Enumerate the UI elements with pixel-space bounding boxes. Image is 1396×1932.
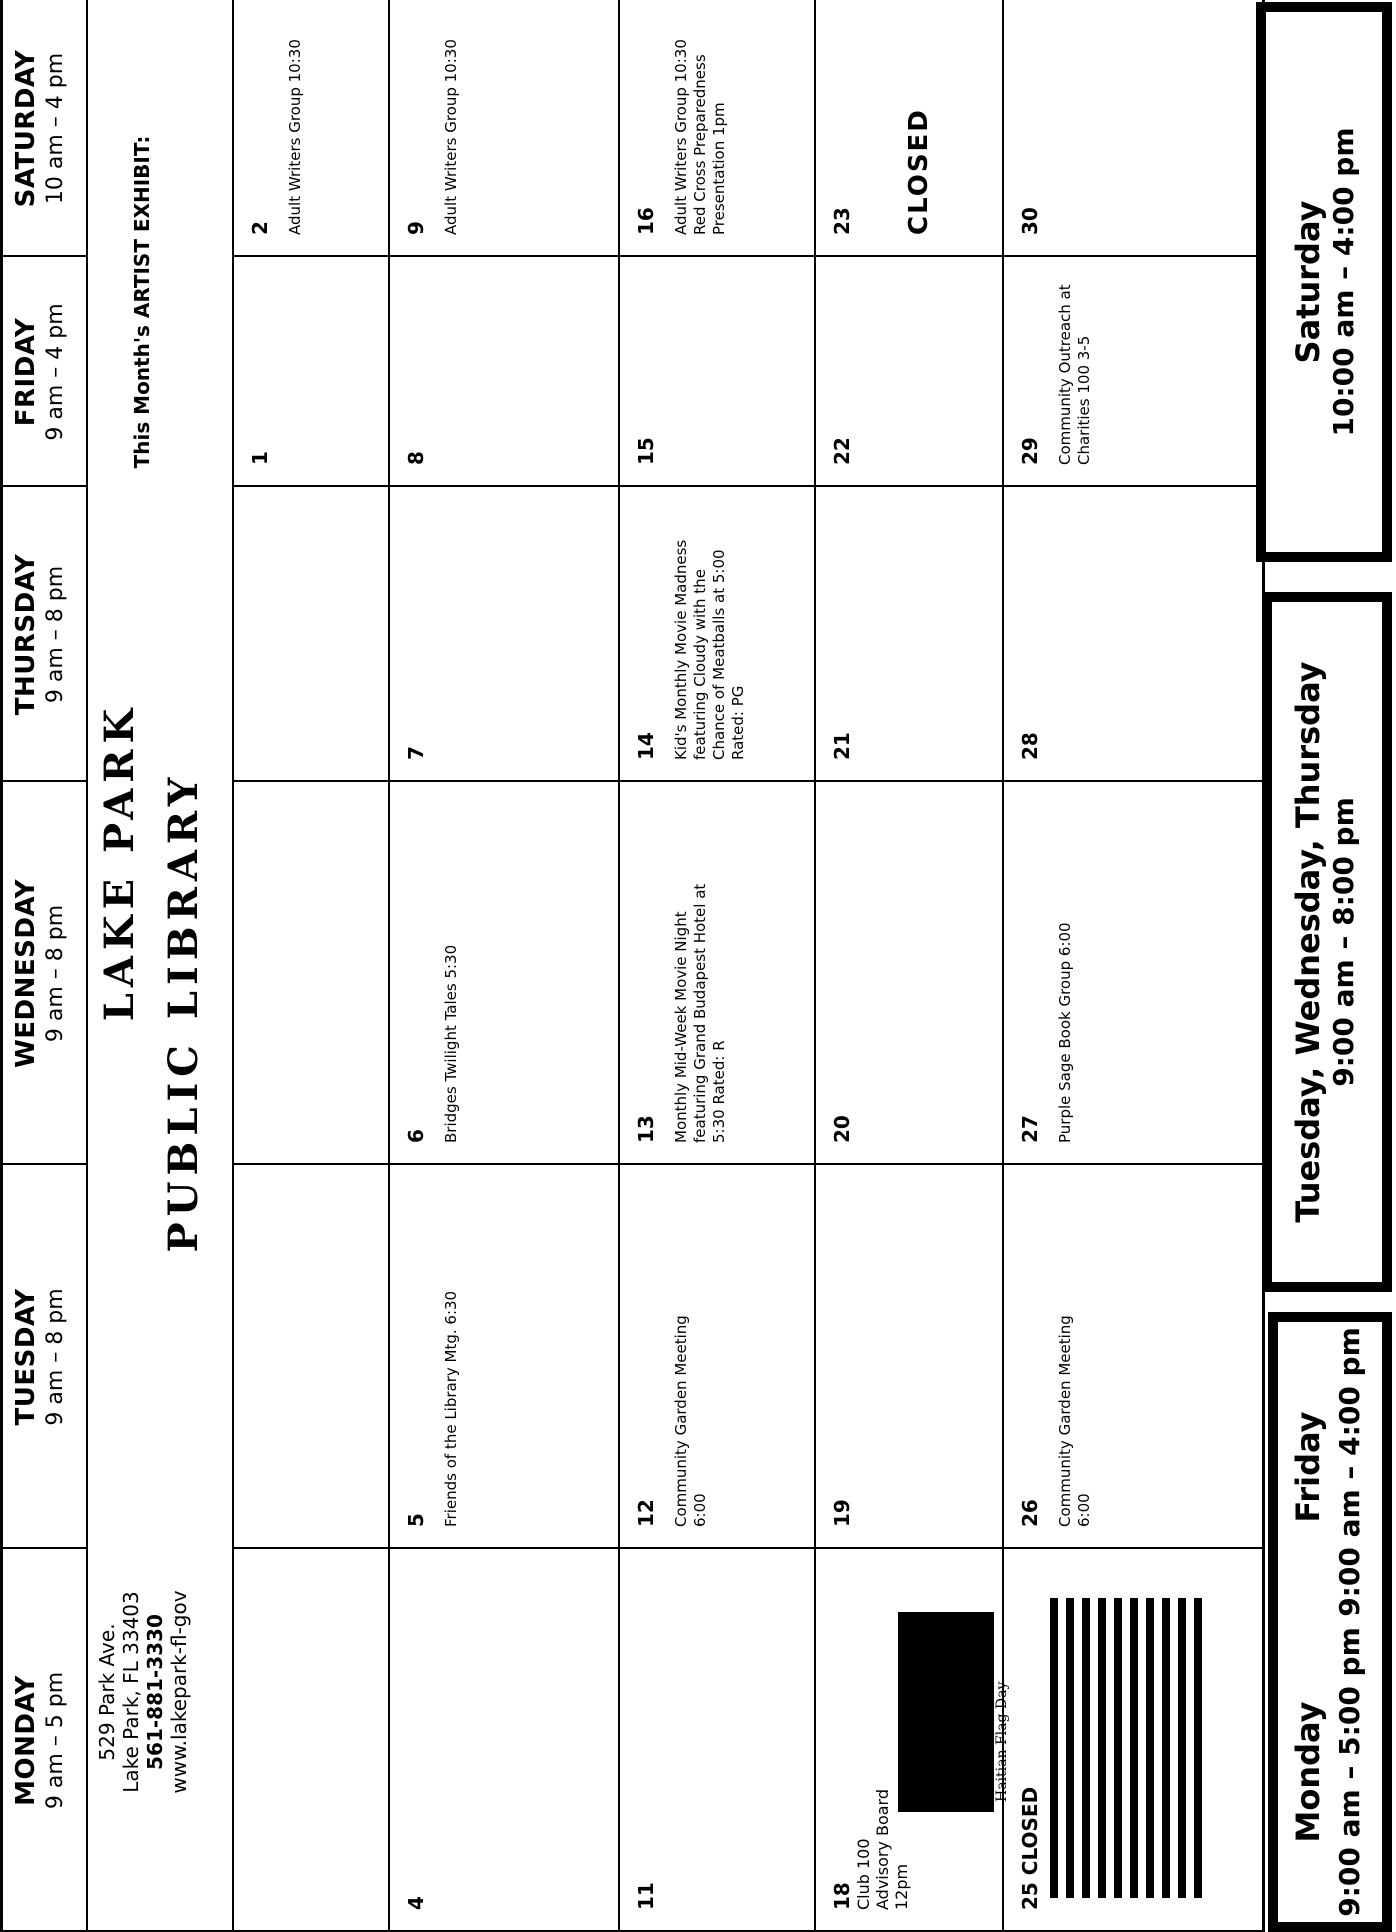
event-text: Advisory Board bbox=[873, 1788, 892, 1910]
day-cell bbox=[1002, 1549, 1262, 1932]
day-cell bbox=[814, 487, 1002, 782]
day-cell bbox=[1002, 0, 1262, 257]
day-name: SATURDAY bbox=[11, 49, 41, 208]
event-text: Charities 100 3-5 bbox=[1075, 335, 1093, 465]
library-title-line-2: PUBLIC LIBRARY bbox=[160, 771, 207, 1253]
day-cell bbox=[388, 257, 618, 487]
day-hours: 9 am – 8 pm bbox=[43, 904, 68, 1043]
event-text: Community Garden Meeting bbox=[672, 1315, 690, 1527]
day-hours: 9 am – 5 pm bbox=[43, 1671, 68, 1810]
day-header-thursday bbox=[2, 487, 86, 782]
day-number: 6 bbox=[404, 1129, 428, 1143]
day-number: 27 bbox=[1018, 1115, 1042, 1143]
day-number: 14 bbox=[634, 732, 658, 760]
day-number: 4 bbox=[404, 1896, 428, 1910]
day-number: 30 bbox=[1018, 207, 1042, 235]
event-text: Community Outreach at bbox=[1056, 284, 1074, 465]
day-name: TUESDAY bbox=[11, 1288, 41, 1426]
event-text: Friends of the Library Mtg. 6:30 bbox=[442, 1290, 460, 1527]
event-text: 5:30 Rated: R bbox=[710, 1040, 728, 1143]
day-cell bbox=[1002, 487, 1262, 782]
day-header-monday bbox=[2, 1549, 86, 1932]
day-number: 7 bbox=[404, 746, 428, 760]
day-cell bbox=[814, 782, 1002, 1165]
box-friday-label: Friday bbox=[1289, 1411, 1327, 1523]
event-text: Red Cross Preparedness bbox=[691, 54, 709, 235]
event-text: Rated: PG bbox=[729, 685, 747, 760]
day-cell bbox=[388, 782, 618, 1165]
day-number: 15 bbox=[634, 437, 658, 465]
day-cell bbox=[618, 1549, 814, 1932]
event-text: 6:00 bbox=[691, 1493, 709, 1527]
day-number: 11 bbox=[634, 1882, 658, 1910]
day-number: 18 bbox=[830, 1882, 854, 1910]
day-number: 28 bbox=[1018, 732, 1042, 760]
box-monday-hours: 9:00 am – 5:00 pm bbox=[1333, 1627, 1366, 1917]
day-number: 21 bbox=[830, 732, 854, 760]
day-cell bbox=[814, 257, 1002, 487]
box-saturday-hours: 10:00 am – 4:00 pm bbox=[1327, 127, 1360, 437]
day-number: 25 CLOSED bbox=[1018, 1786, 1042, 1910]
day-name: MONDAY bbox=[11, 1675, 41, 1806]
day-number: 26 bbox=[1018, 1499, 1042, 1527]
day-cell bbox=[232, 487, 388, 782]
day-cell bbox=[618, 257, 814, 487]
box-saturday-label: Saturday bbox=[1289, 200, 1327, 364]
day-number: 19 bbox=[830, 1499, 854, 1527]
event-text: 6:00 bbox=[1075, 1493, 1093, 1527]
box-twt-label: Tuesday, Wednesday, Thursday bbox=[1289, 661, 1327, 1223]
day-cell bbox=[388, 1549, 618, 1932]
event-text: Club 100 bbox=[854, 1838, 873, 1910]
day-cell bbox=[1002, 782, 1262, 1165]
day-header-saturday bbox=[2, 0, 86, 257]
hours-box-mon-fri bbox=[1268, 1312, 1392, 1932]
day-cell bbox=[388, 0, 618, 257]
day-cell bbox=[232, 257, 388, 487]
day-hours: 9 am – 4 pm bbox=[43, 303, 68, 441]
day-number: 5 bbox=[404, 1513, 428, 1527]
day-hours: 10 am – 4 pm bbox=[43, 52, 68, 205]
artist-exhibit-label: This Month's ARTIST EXHIBIT: bbox=[130, 135, 154, 469]
day-name: WEDNESDAY bbox=[11, 879, 41, 1068]
day-number: 1 bbox=[248, 451, 272, 465]
event-text: Adult Writers Group 10:30 bbox=[442, 39, 460, 235]
day-cell bbox=[1002, 1165, 1262, 1549]
box-friday-hours: 9:00 am – 4:00 pm bbox=[1333, 1327, 1366, 1617]
day-cell bbox=[618, 487, 814, 782]
website: www.lakepark-fl-gov bbox=[167, 1590, 191, 1794]
day-name: THURSDAY bbox=[11, 553, 41, 716]
address-line-1: 529 Park Ave. bbox=[95, 1623, 119, 1761]
event-text: Adult Writers Group 10:30 bbox=[672, 39, 690, 235]
hours-box-tue-wed-thu bbox=[1262, 592, 1392, 1292]
event-text: Chance of Meatballs at 5:00 bbox=[710, 549, 728, 760]
day-cell bbox=[618, 1165, 814, 1549]
day-cell bbox=[814, 1165, 1002, 1549]
library-address bbox=[95, 1512, 191, 1872]
day-cell bbox=[388, 487, 618, 782]
day-number: 8 bbox=[404, 451, 428, 465]
day-number: 9 bbox=[404, 221, 428, 235]
day-cell bbox=[232, 1549, 388, 1932]
day-header-wednesday bbox=[2, 782, 86, 1165]
day-header-friday bbox=[2, 257, 86, 487]
closed-label: CLOSED bbox=[904, 108, 934, 235]
event-text: Bridges Twilight Tales 5:30 bbox=[442, 944, 460, 1143]
event-text: featuring Cloudy with the bbox=[691, 569, 709, 760]
day-header-tuesday bbox=[2, 1165, 86, 1549]
day-cell bbox=[814, 1549, 1010, 1932]
event-text: Presentation 1pm bbox=[710, 102, 728, 235]
day-name: FRIDAY bbox=[11, 317, 41, 427]
day-cell bbox=[618, 0, 814, 257]
day-number: 13 bbox=[634, 1115, 658, 1143]
event-text: Purple Sage Book Group 6:00 bbox=[1056, 922, 1074, 1143]
grid-line bbox=[86, 0, 88, 1932]
day-number: 29 bbox=[1018, 437, 1042, 465]
day-cell bbox=[618, 782, 814, 1165]
event-text: Monthly Mid-Week Movie Night bbox=[672, 911, 690, 1143]
day-number: 12 bbox=[634, 1499, 658, 1527]
day-cell bbox=[388, 1165, 618, 1549]
library-title-line-1: LAKE PARK bbox=[96, 702, 143, 1022]
phone-number: 561-881-3330 bbox=[143, 1614, 167, 1770]
day-hours: 9 am – 8 pm bbox=[43, 565, 68, 704]
day-number: 16 bbox=[634, 207, 658, 235]
flag-caption: Haitian Flag Day bbox=[994, 1681, 1010, 1802]
address-line-2: Lake Park, FL 33403 bbox=[119, 1591, 143, 1793]
event-text: Adult Writers Group 10:30 bbox=[286, 39, 304, 235]
day-cell bbox=[1002, 257, 1262, 487]
day-number: 20 bbox=[830, 1115, 854, 1143]
box-twt-hours: 9:00 am – 8:00 pm bbox=[1327, 797, 1360, 1087]
day-number: 23 bbox=[830, 207, 854, 235]
american-flag-image bbox=[1042, 1598, 1202, 1898]
box-monday-label: Monday bbox=[1289, 1701, 1327, 1843]
day-cell bbox=[232, 1165, 388, 1549]
day-cell bbox=[232, 0, 388, 257]
day-cell bbox=[232, 782, 388, 1165]
day-cell bbox=[814, 0, 1002, 257]
event-text: Community Garden Meeting bbox=[1056, 1315, 1074, 1527]
day-number: 2 bbox=[248, 221, 272, 235]
hours-box-saturday bbox=[1256, 2, 1392, 562]
day-hours: 9 am – 8 pm bbox=[43, 1288, 68, 1426]
event-text: 12pm bbox=[892, 1863, 911, 1910]
day-number: 22 bbox=[830, 437, 854, 465]
event-text: Kid's Monthly Movie Madness bbox=[672, 539, 690, 760]
event-text: featuring Grand Budapest Hotel at bbox=[691, 883, 709, 1143]
haitian-flag-image bbox=[898, 1612, 994, 1812]
